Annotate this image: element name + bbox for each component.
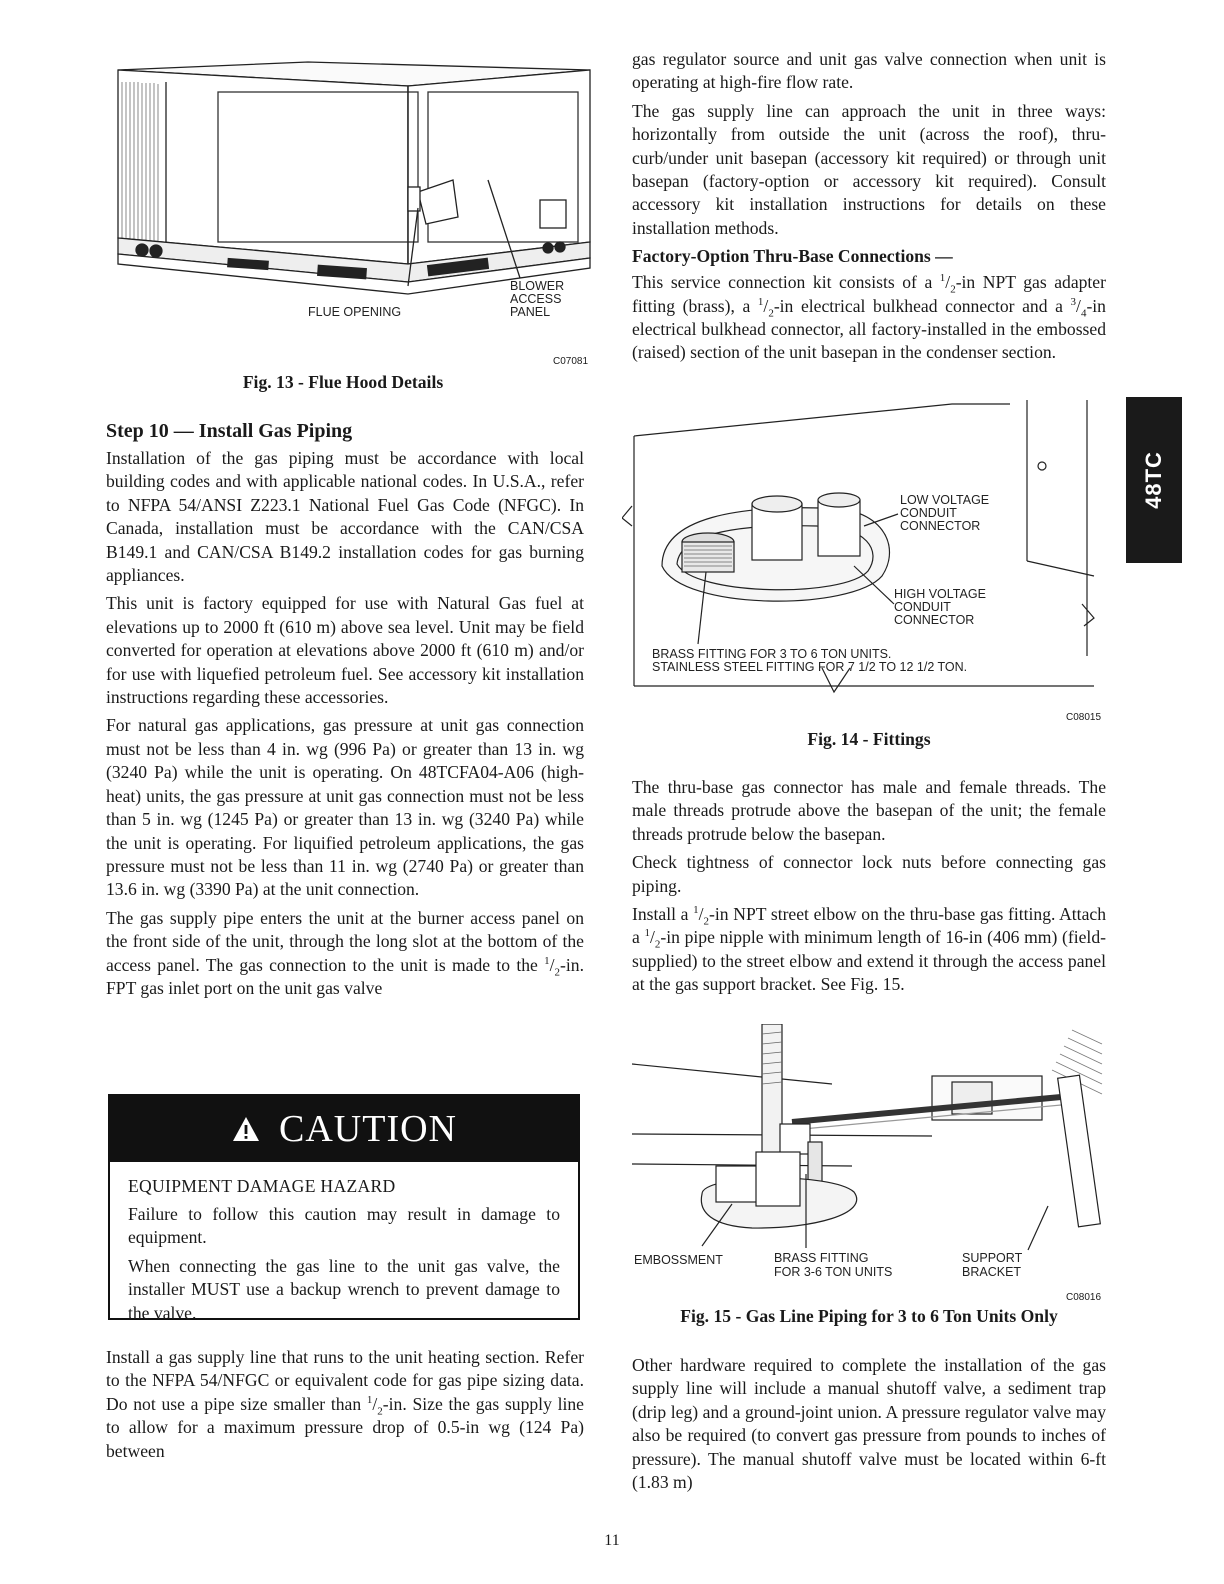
brass-fitting-label-2: FOR 3-6 TON UNITS <box>774 1265 893 1279</box>
figure-15 <box>632 1024 1106 1286</box>
caution-title: CAUTION <box>279 1108 457 1150</box>
model-side-tab <box>1126 397 1182 563</box>
right-paragraph-1: gas regulator source and unit gas valve connection when unit is operating at high-fire flow rate. <box>632 49 1106 93</box>
side-tab-label: 48TC <box>1141 451 1167 509</box>
brass-fitting-note: BRASS FITTING FOR 3 TO 6 TON UNITS. <box>652 647 892 661</box>
right-paragraph-2: The gas supply line can approach the unit in three ways: horizontally from outside the unit (across the roof), thru-curb/under unit basepan (accessory kit required) or through unit basepan (factory-option or accessory kit required). Consult accessory kit installation instructions for details on these installation methods. <box>632 100 1106 238</box>
fig13-caption: Fig. 13 - Flue Hood Details <box>242 372 444 392</box>
blower-label-3: PANEL <box>510 305 551 319</box>
right-paragraph-3: This service connection kit consists of a $^1/_2-in$ NPT gas adapter fitting (brass), a $^1/_2-in$ electrical bulkhead connector and a $^3/_4-in$ electrical bulkhead connector, all factory-installed in the embossed (raised) section of the unit basepan in the condenser section. <box>632 272 1106 363</box>
caution-hazard: EQUIPMENT DAMAGE HAZARD <box>128 1176 396 1196</box>
fig13-code: C07081 <box>553 356 589 367</box>
fig14-caption: Fig. 14 - Fittings <box>807 729 931 749</box>
embossment-label: EMBOSSMENT <box>634 1253 723 1267</box>
gas-line-piping-drawing <box>632 1024 1106 1286</box>
low-voltage-label-3: CONNECTOR <box>900 519 981 533</box>
caution-paragraph-2: When connecting the gas line to the unit gas valve, the installer MUST use a backup wrench to prevent damage to the valve. <box>128 1255 560 1323</box>
stainless-fitting-note: STAINLESS STEEL FITTING FOR 7 1/2 TO 12 1/2 TON. <box>652 660 968 674</box>
fig14-code: C08015 <box>1066 712 1102 723</box>
support-bracket-label-1: SUPPORT <box>962 1251 1023 1265</box>
right-paragraph-5: Check tightness of connector lock nuts before connecting gas piping. <box>632 852 1106 896</box>
blower-label-1: BLOWER <box>510 279 565 293</box>
figure-14 <box>622 396 1102 696</box>
right-paragraph-7: Other hardware required to complete the installation of the gas supply line will include a manual shutoff valve, a sediment trap (drip leg) and a ground-joint union. A pressure regulator valve may also be required (to convert gas pressure from pounds to inches of pressure). The manual shutoff valve must be located within 6-ft (1.83 m) <box>632 1355 1106 1493</box>
support-bracket-label-2: BRACKET <box>962 1265 1022 1279</box>
high-voltage-label-3: CONNECTOR <box>894 613 975 627</box>
low-voltage-label-1: LOW VOLTAGE <box>900 493 990 507</box>
supply-paragraph: Install a gas supply line that runs to the unit heating section. Refer to the NFPA 54/NFGC or equivalent code for gas pipe sizing data. Do not use a pipe size smaller than $^1/_2-in$. Size the gas supply line to allow for a maximum pressure drop of 0.5-in wg (124 Pa) between <box>106 1347 584 1461</box>
step10-section <box>106 420 584 1005</box>
caution-banner <box>110 1096 578 1162</box>
right-paragraph-4: The thru-base gas connector has male and female threads. The male threads protrude above the basepan of the unit; the female threads protrude below the basepan. <box>632 777 1106 844</box>
fig15-code: C08016 <box>1066 1292 1102 1303</box>
right-column-top <box>632 48 1106 370</box>
fittings-drawing <box>622 396 1102 696</box>
supply-line-section <box>106 1346 584 1468</box>
right-column-bottom <box>632 1354 1106 1499</box>
flue-hood-drawing <box>108 52 598 352</box>
caution-paragraph-1: Failure to follow this caution may result in damage to equipment. <box>128 1204 560 1248</box>
high-voltage-label-2: CONDUIT <box>894 600 951 614</box>
right-paragraph-6: Install a $^1/_2-in$ NPT street elbow on the thru-base gas fitting. Attach a $^1/_2-in$ pipe nipple with minimum length of 16-in (406 mm) (field-supplied) to the street elbow and extend it through the access panel at the gas support bracket. See Fig. 15. <box>632 904 1106 995</box>
figure-13 <box>108 52 598 352</box>
thru-base-subheading: Factory-Option Thru-Base Connections — <box>632 246 953 267</box>
step10-paragraph-2: This unit is factory equipped for use with Natural Gas fuel at elevations up to 2000 ft (610 m) above sea level. Unit may be field converted for operation at elevations above 2000 ft (610 m) and/or for use with liquefied petroleum fuel. See accessory kit installation instructions regarding these accessories. <box>106 593 584 708</box>
caution-box <box>108 1094 580 1323</box>
step10-paragraph-4: The gas supply pipe enters the unit at the burner access panel on the front side of the unit, through the long slot at the bottom of the access panel. The gas connection to the unit is made to the $^1/_2-in$. FPT gas inlet port on the unit gas valve <box>106 907 584 998</box>
brass-fitting-label-1: BRASS FITTING <box>774 1251 869 1265</box>
fig15-caption: Fig. 15 - Gas Line Piping for 3 to 6 Ton Units Only <box>680 1306 1058 1326</box>
step10-paragraph-1: Installation of the gas piping must be accordance with local building codes and with applicable national codes. In U.S.A., refer to NFPA 54/ANSI Z223.1 National Fuel Gas Code (NFGC). In Canada, installation must be accordance with the CAN/CSA B149.1 and CAN/CSA B149.2 installation codes for gas burning appliances. <box>106 448 584 586</box>
step10-heading: Step 10 — Install Gas Piping <box>106 420 353 442</box>
low-voltage-label-2: CONDUIT <box>900 506 957 520</box>
flue-opening-label: FLUE OPENING <box>308 305 402 319</box>
blower-label-2: ACCESS <box>510 292 562 306</box>
high-voltage-label-1: HIGH VOLTAGE <box>894 587 986 601</box>
warning-triangle-icon <box>231 1115 261 1143</box>
right-column-middle <box>632 776 1106 1002</box>
step10-paragraph-3: For natural gas applications, gas pressure at unit gas connection must not be less than 4 in. wg (996 Pa) or greater than 13 in. wg (3240 Pa) while the unit is operating. On 48TCFA04-A06 (high-heat) units, the gas pressure at unit gas connection must not be less than 5 in. wg (1245 Pa) or greater than 13 in. wg (3240 Pa) while the unit is operating. For liquified petroleum applications, the gas pressure must not be less than 11 in. wg (2740 Pa) or greater than 13.6 in. wg (3390 Pa) at the unit connection. <box>106 715 584 900</box>
page-number: 11 <box>604 1532 620 1549</box>
